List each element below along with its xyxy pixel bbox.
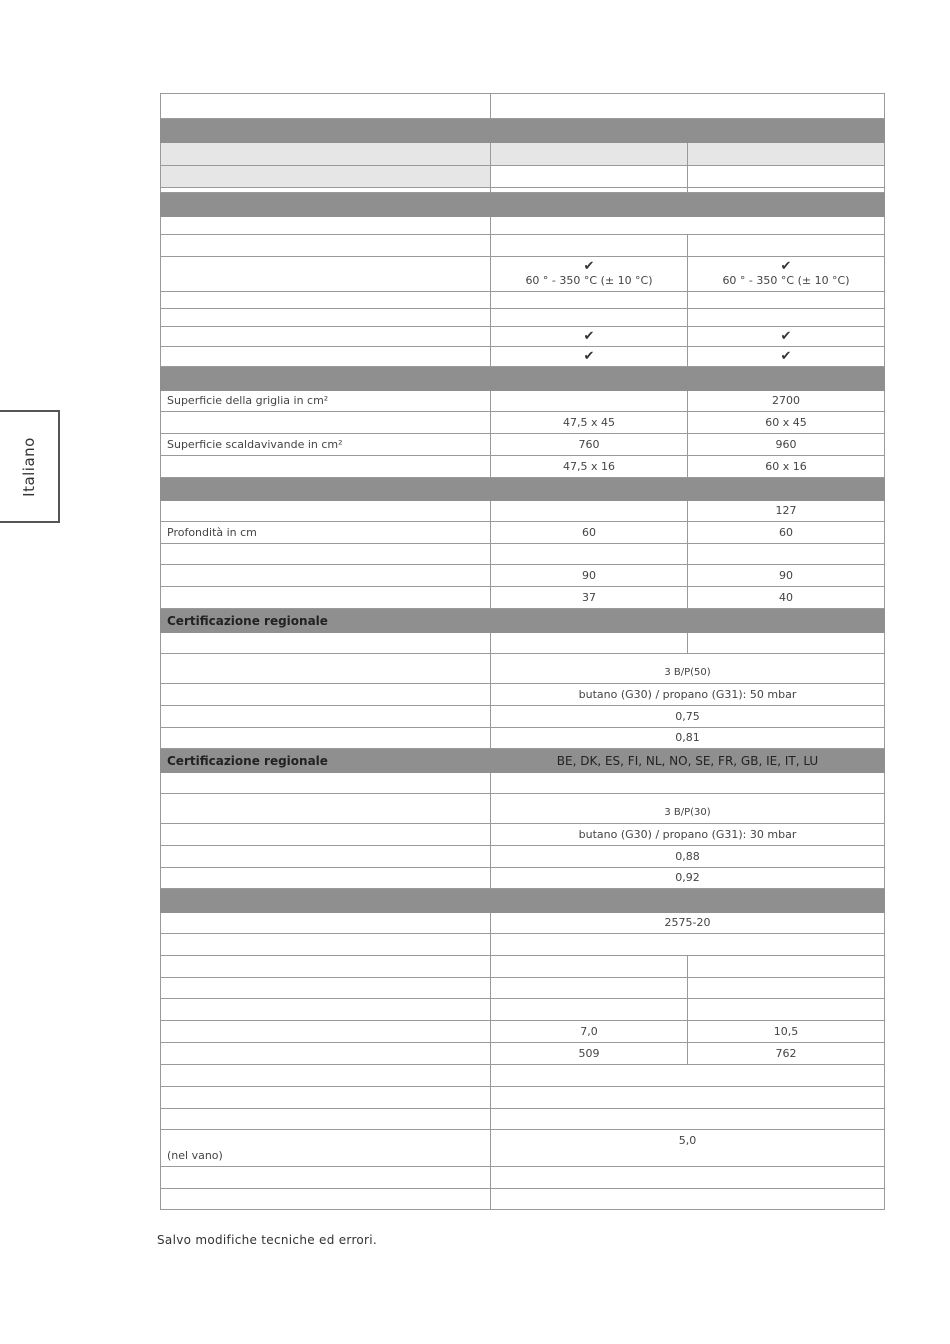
table-cell (161, 309, 491, 327)
table-cell (491, 166, 688, 188)
section-header-cell (161, 119, 885, 143)
table-cell (161, 654, 491, 684)
table-cell (491, 347, 688, 367)
table-cell: 3 B/P(50) (491, 654, 885, 684)
table-cell (491, 94, 885, 119)
table-row (161, 257, 885, 292)
table-cell (161, 633, 491, 654)
table-row (161, 1043, 885, 1065)
table-cell (161, 999, 491, 1021)
table-cell (161, 217, 491, 235)
table-cell: 0,88 (491, 846, 885, 868)
table-cell (491, 235, 688, 257)
table-row (161, 1189, 885, 1210)
table-cell (161, 956, 491, 978)
table-cell (688, 633, 885, 654)
table-cell: 0,81 (491, 728, 885, 749)
table-cell (688, 956, 885, 978)
table-row (161, 166, 885, 188)
country-list: BE, DK, ES, FI, NL, NO, SE, FR, GB, IE, IT, LU (491, 749, 885, 773)
row-label: Superficie scaldavivande in cm² (161, 434, 491, 456)
table-cell (688, 327, 885, 347)
table-cell (491, 934, 885, 956)
table-cell (161, 587, 491, 609)
table-row (161, 824, 885, 846)
table-cell: 90 (491, 565, 688, 587)
table-row (161, 728, 885, 749)
table-cell (491, 633, 688, 654)
table-cell (491, 544, 688, 565)
table-row (161, 999, 885, 1021)
table-cell (161, 1167, 491, 1189)
table-cell: 762 (688, 1043, 885, 1065)
section-header (161, 609, 885, 633)
table-cell (161, 257, 491, 292)
table-cell (491, 391, 688, 412)
row-label: Profondità in cm (161, 522, 491, 544)
table-cell (491, 309, 688, 327)
table-cell (161, 934, 491, 956)
table-row (161, 1065, 885, 1087)
table-cell (688, 166, 885, 188)
table-row (161, 94, 885, 119)
table-row (161, 684, 885, 706)
table-cell: butano (G30) / propano (G31): 30 mbar (491, 824, 885, 846)
table-row (161, 412, 885, 434)
table-row (161, 522, 885, 544)
section-header-cell (161, 889, 885, 913)
section-header-cell (161, 193, 885, 217)
table-row (161, 309, 885, 327)
table-row (161, 587, 885, 609)
check-icon: ✔ (780, 348, 792, 364)
table-cell (161, 544, 491, 565)
table-cell (491, 956, 688, 978)
table-cell (491, 999, 688, 1021)
language-tab-label: Italiano (20, 436, 38, 497)
table-row (161, 706, 885, 728)
table-cell (161, 292, 491, 309)
table-row (161, 456, 885, 478)
temperature-range: 60 ° - 350 °C (± 10 °C) (722, 274, 850, 287)
table-cell: 2575-20 (491, 913, 885, 934)
table-row (161, 978, 885, 999)
table-row (161, 913, 885, 934)
table-row (161, 1167, 885, 1189)
table-cell (161, 166, 491, 188)
table-cell: 10,5 (688, 1021, 885, 1043)
table-row (161, 434, 885, 456)
table-cell (491, 1189, 885, 1210)
table-cell: 960 (688, 434, 885, 456)
table-cell (688, 347, 885, 367)
table-cell: butano (G30) / propano (G31): 50 mbar (491, 684, 885, 706)
table-cell (491, 501, 688, 522)
table-row (161, 501, 885, 522)
table-cell (161, 824, 491, 846)
table-cell (491, 1109, 885, 1130)
table-row (161, 565, 885, 587)
language-tab[interactable] (0, 410, 60, 523)
table-row (161, 544, 885, 565)
table-row (161, 347, 885, 367)
table-cell (161, 728, 491, 749)
table-cell: 509 (491, 1043, 688, 1065)
table-row (161, 235, 885, 257)
section-header (161, 478, 885, 501)
table-cell (688, 999, 885, 1021)
table-cell (161, 327, 491, 347)
section-header-cell (161, 367, 885, 391)
table-cell (161, 412, 491, 434)
table-cell (688, 978, 885, 999)
table-row (161, 391, 885, 412)
section-header (161, 367, 885, 391)
table-cell (161, 913, 491, 934)
check-icon: ✔ (583, 348, 595, 364)
specifications-table (160, 93, 885, 1210)
table-cell (161, 773, 491, 794)
table-cell (491, 978, 688, 999)
check-icon: ✔ (583, 328, 595, 344)
check-icon: ✔ (583, 259, 595, 274)
check-icon: ✔ (780, 328, 792, 344)
table-row (161, 1021, 885, 1043)
table-cell: 3 B/P(30) (491, 794, 885, 824)
table-cell (491, 773, 885, 794)
table-cell (161, 684, 491, 706)
table-row (161, 217, 885, 235)
table-cell (161, 1043, 491, 1065)
table-cell (161, 1109, 491, 1130)
table-cell (688, 292, 885, 309)
table-cell: 127 (688, 501, 885, 522)
table-cell (161, 794, 491, 824)
table-cell (161, 706, 491, 728)
table-row (161, 794, 885, 824)
table-cell (688, 257, 885, 292)
disclaimer-note: Salvo modifiche tecniche ed errori. (157, 1233, 378, 1247)
table-row (161, 1087, 885, 1109)
table-cell (688, 544, 885, 565)
table-cell: 60 (688, 522, 885, 544)
table-cell (688, 143, 885, 166)
section-header-cell (161, 478, 885, 501)
table-cell (161, 1189, 491, 1210)
check-icon: ✔ (780, 259, 792, 274)
table-cell (161, 235, 491, 257)
table-row (161, 633, 885, 654)
table-cell (491, 1087, 885, 1109)
table-cell: 0,92 (491, 868, 885, 889)
table-cell (161, 978, 491, 999)
section-header (161, 749, 885, 773)
table-row (161, 868, 885, 889)
table-cell (161, 143, 491, 166)
table-row (161, 654, 885, 684)
table-cell (161, 501, 491, 522)
section-title: Certificazione regionale (161, 749, 491, 773)
table-cell (491, 292, 688, 309)
table-cell (491, 217, 885, 235)
table-cell (161, 347, 491, 367)
table-cell: 60 x 45 (688, 412, 885, 434)
table-row (161, 143, 885, 166)
table-cell (491, 143, 688, 166)
table-row (161, 773, 885, 794)
section-title: Certificazione regionale (161, 609, 885, 633)
table-cell (161, 94, 491, 119)
table-cell (161, 1065, 491, 1087)
table-cell (161, 1021, 491, 1043)
table-cell (491, 1167, 885, 1189)
table-cell: 60 x 16 (688, 456, 885, 478)
table-row (161, 327, 885, 347)
table-cell: 47,5 x 16 (491, 456, 688, 478)
table-cell (161, 565, 491, 587)
table-cell (161, 456, 491, 478)
table-cell (491, 327, 688, 347)
row-label: (nel vano) (161, 1130, 491, 1167)
table-cell: 47,5 x 45 (491, 412, 688, 434)
table-row (161, 1130, 885, 1167)
table-cell: 760 (491, 434, 688, 456)
table-cell: 90 (688, 565, 885, 587)
table-cell (688, 235, 885, 257)
table-cell: 37 (491, 587, 688, 609)
table-row (161, 846, 885, 868)
section-header (161, 889, 885, 913)
temperature-range: 60 ° - 350 °C (± 10 °C) (525, 274, 653, 287)
table-cell: 7,0 (491, 1021, 688, 1043)
section-header (161, 119, 885, 143)
table-cell: 2700 (688, 391, 885, 412)
section-header (161, 193, 885, 217)
table-cell (491, 1065, 885, 1087)
table-cell (161, 868, 491, 889)
table-row (161, 1109, 885, 1130)
table-row (161, 956, 885, 978)
table-cell: 5,0 (491, 1130, 885, 1167)
row-label: Superficie della griglia in cm² (161, 391, 491, 412)
table-row (161, 292, 885, 309)
table-cell: 60 (491, 522, 688, 544)
table-cell (161, 1087, 491, 1109)
table-row (161, 934, 885, 956)
table-cell: 40 (688, 587, 885, 609)
table-cell (161, 846, 491, 868)
table-cell (688, 309, 885, 327)
table-cell: 0,75 (491, 706, 885, 728)
table-cell (491, 257, 688, 292)
